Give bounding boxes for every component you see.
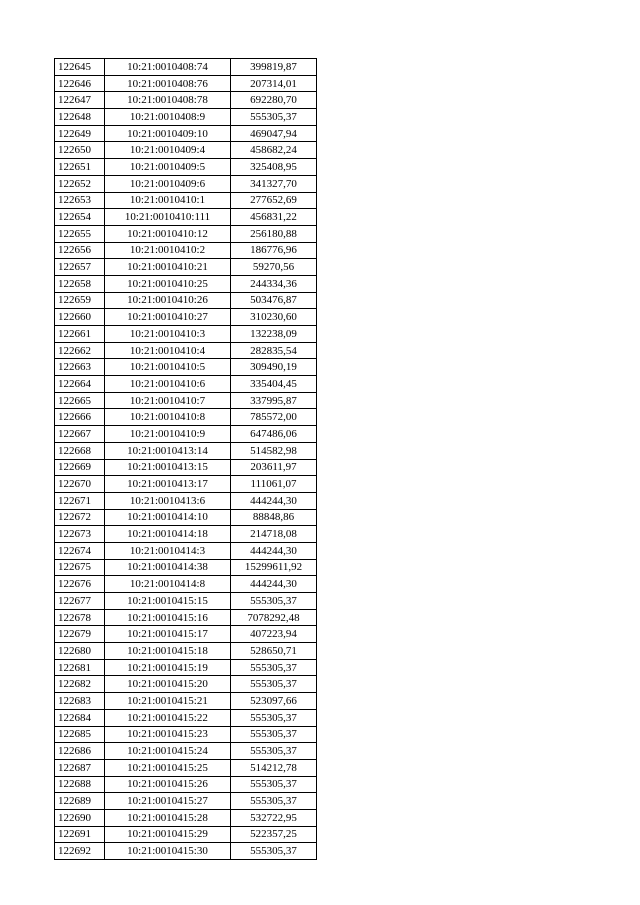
table-row: [55, 259, 317, 276]
row-id-cell: 122648: [55, 109, 105, 126]
cadastral-number-cell: 10:21:0010415:21: [105, 693, 231, 710]
row-id-cell: 122682: [55, 676, 105, 693]
table-row: [55, 225, 317, 242]
cadastral-number-cell: 10:21:0010413:17: [105, 476, 231, 493]
cadastral-number-cell: 10:21:0010410:6: [105, 376, 231, 393]
row-id-cell: 122652: [55, 175, 105, 192]
value-cell: 7078292,48: [231, 609, 317, 626]
row-id-cell: 122668: [55, 442, 105, 459]
row-id-cell: 122662: [55, 342, 105, 359]
row-id-cell: 122671: [55, 492, 105, 509]
row-id-cell: 122647: [55, 92, 105, 109]
table-row: [55, 409, 317, 426]
table-row: [55, 476, 317, 493]
table-row: [55, 275, 317, 292]
row-id-cell: 122686: [55, 743, 105, 760]
value-cell: 399819,87: [231, 59, 317, 76]
cadastral-number-cell: 10:21:0010409:10: [105, 125, 231, 142]
row-id-cell: 122690: [55, 809, 105, 826]
row-id-cell: 122675: [55, 559, 105, 576]
value-cell: 256180,88: [231, 225, 317, 242]
table-row: [55, 209, 317, 226]
cadastral-number-cell: 10:21:0010410:1: [105, 192, 231, 209]
row-id-cell: 122684: [55, 709, 105, 726]
row-id-cell: 122664: [55, 376, 105, 393]
table-row: [55, 442, 317, 459]
table-row: [55, 809, 317, 826]
value-cell: 522357,25: [231, 826, 317, 843]
table-row: [55, 426, 317, 443]
table-row: [55, 492, 317, 509]
table-row: [55, 659, 317, 676]
row-id-cell: 122676: [55, 576, 105, 593]
cadastral-number-cell: 10:21:0010409:5: [105, 159, 231, 176]
row-id-cell: 122657: [55, 259, 105, 276]
value-cell: 444244,30: [231, 492, 317, 509]
row-id-cell: 122681: [55, 659, 105, 676]
value-cell: 132238,09: [231, 326, 317, 343]
row-id-cell: 122660: [55, 309, 105, 326]
table-row: [55, 326, 317, 343]
cadastral-number-cell: 10:21:0010413:6: [105, 492, 231, 509]
cadastral-number-cell: 10:21:0010410:21: [105, 259, 231, 276]
table-row: [55, 709, 317, 726]
row-id-cell: 122685: [55, 726, 105, 743]
row-id-cell: 122674: [55, 542, 105, 559]
row-id-cell: 122680: [55, 643, 105, 660]
table-row: [55, 192, 317, 209]
cadastral-number-cell: 10:21:0010410:8: [105, 409, 231, 426]
table-row: [55, 242, 317, 259]
cadastral-number-cell: 10:21:0010414:10: [105, 509, 231, 526]
cadastral-number-cell: 10:21:0010409:4: [105, 142, 231, 159]
cadastral-number-cell: 10:21:0010410:4: [105, 342, 231, 359]
row-id-cell: 122658: [55, 275, 105, 292]
value-cell: 203611,97: [231, 459, 317, 476]
cadastral-number-cell: 10:21:0010415:30: [105, 843, 231, 860]
row-id-cell: 122667: [55, 426, 105, 443]
value-cell: 59270,56: [231, 259, 317, 276]
value-cell: 456831,22: [231, 209, 317, 226]
table-row: [55, 125, 317, 142]
cadastral-number-cell: 10:21:0010415:15: [105, 593, 231, 610]
cadastral-number-cell: 10:21:0010415:23: [105, 726, 231, 743]
value-cell: 407223,94: [231, 626, 317, 643]
table-row: [55, 609, 317, 626]
table-row: [55, 526, 317, 543]
table-body: [55, 59, 317, 860]
cadastral-number-cell: 10:21:0010410:26: [105, 292, 231, 309]
value-cell: 207314,01: [231, 75, 317, 92]
cadastral-number-cell: 10:21:0010410:2: [105, 242, 231, 259]
row-id-cell: 122669: [55, 459, 105, 476]
value-cell: 532722,95: [231, 809, 317, 826]
row-id-cell: 122654: [55, 209, 105, 226]
row-id-cell: 122646: [55, 75, 105, 92]
row-id-cell: 122655: [55, 225, 105, 242]
row-id-cell: 122687: [55, 759, 105, 776]
value-cell: 282835,54: [231, 342, 317, 359]
row-id-cell: 122659: [55, 292, 105, 309]
row-id-cell: 122645: [55, 59, 105, 76]
value-cell: 309490,19: [231, 359, 317, 376]
value-cell: 555305,37: [231, 843, 317, 860]
table-row: [55, 359, 317, 376]
value-cell: 111061,07: [231, 476, 317, 493]
cadastral-number-cell: 10:21:0010414:3: [105, 542, 231, 559]
value-cell: 647486,06: [231, 426, 317, 443]
row-id-cell: 122688: [55, 776, 105, 793]
value-cell: 15299611,92: [231, 559, 317, 576]
row-id-cell: 122677: [55, 593, 105, 610]
cadastral-number-cell: 10:21:0010415:26: [105, 776, 231, 793]
row-id-cell: 122692: [55, 843, 105, 860]
row-id-cell: 122661: [55, 326, 105, 343]
value-cell: 310230,60: [231, 309, 317, 326]
table-row: [55, 759, 317, 776]
value-cell: 555305,37: [231, 676, 317, 693]
row-id-cell: 122656: [55, 242, 105, 259]
table-row: [55, 743, 317, 760]
row-id-cell: 122689: [55, 793, 105, 810]
value-cell: 186776,96: [231, 242, 317, 259]
table-row: [55, 576, 317, 593]
table-row: [55, 726, 317, 743]
value-cell: 335404,45: [231, 376, 317, 393]
cadastral-number-cell: 10:21:0010415:20: [105, 676, 231, 693]
table-row: [55, 676, 317, 693]
table-row: [55, 75, 317, 92]
cadastral-number-cell: 10:21:0010415:29: [105, 826, 231, 843]
cadastral-number-cell: 10:21:0010410:12: [105, 225, 231, 242]
value-cell: 88848,86: [231, 509, 317, 526]
value-cell: 555305,37: [231, 593, 317, 610]
value-cell: 555305,37: [231, 776, 317, 793]
table-row: [55, 793, 317, 810]
table-row: [55, 559, 317, 576]
cadastral-number-cell: 10:21:0010410:7: [105, 392, 231, 409]
cadastral-number-cell: 10:21:0010415:27: [105, 793, 231, 810]
value-cell: 214718,08: [231, 526, 317, 543]
value-cell: 514582,98: [231, 442, 317, 459]
value-cell: 555305,37: [231, 726, 317, 743]
table-row: [55, 509, 317, 526]
table-row: [55, 292, 317, 309]
table-row: [55, 59, 317, 76]
table-row: [55, 643, 317, 660]
cadastral-number-cell: 10:21:0010414:8: [105, 576, 231, 593]
value-cell: 785572,00: [231, 409, 317, 426]
table-row: [55, 92, 317, 109]
value-cell: 514212,78: [231, 759, 317, 776]
cadastral-number-cell: 10:21:0010410:3: [105, 326, 231, 343]
cadastral-number-cell: 10:21:0010410:9: [105, 426, 231, 443]
row-id-cell: 122666: [55, 409, 105, 426]
cadastral-number-cell: 10:21:0010413:15: [105, 459, 231, 476]
table-row: [55, 693, 317, 710]
table-row: [55, 593, 317, 610]
cadastral-number-cell: 10:21:0010414:18: [105, 526, 231, 543]
table-row: [55, 776, 317, 793]
value-cell: 444244,30: [231, 542, 317, 559]
row-id-cell: 122663: [55, 359, 105, 376]
cadastral-number-cell: 10:21:0010415:28: [105, 809, 231, 826]
table-row: [55, 309, 317, 326]
table-row: [55, 826, 317, 843]
cadastral-number-cell: 10:21:0010410:25: [105, 275, 231, 292]
table-row: [55, 626, 317, 643]
cadastral-number-cell: 10:21:0010409:6: [105, 175, 231, 192]
table-row: [55, 159, 317, 176]
value-cell: 528650,71: [231, 643, 317, 660]
cadastral-number-cell: 10:21:0010408:9: [105, 109, 231, 126]
cadastral-number-cell: 10:21:0010410:27: [105, 309, 231, 326]
row-id-cell: 122673: [55, 526, 105, 543]
cadastral-number-cell: 10:21:0010415:16: [105, 609, 231, 626]
row-id-cell: 122670: [55, 476, 105, 493]
table-row: [55, 843, 317, 860]
row-id-cell: 122683: [55, 693, 105, 710]
value-cell: 692280,70: [231, 92, 317, 109]
row-id-cell: 122665: [55, 392, 105, 409]
value-cell: 444244,30: [231, 576, 317, 593]
value-cell: 458682,24: [231, 142, 317, 159]
table-row: [55, 142, 317, 159]
value-cell: 341327,70: [231, 175, 317, 192]
cadastral-number-cell: 10:21:0010408:78: [105, 92, 231, 109]
row-id-cell: 122679: [55, 626, 105, 643]
table-row: [55, 392, 317, 409]
row-id-cell: 122672: [55, 509, 105, 526]
table-row: [55, 459, 317, 476]
cadastral-number-cell: 10:21:0010413:14: [105, 442, 231, 459]
table-row: [55, 175, 317, 192]
cadastral-number-cell: 10:21:0010415:24: [105, 743, 231, 760]
cadastral-number-cell: 10:21:0010415:17: [105, 626, 231, 643]
row-id-cell: 122651: [55, 159, 105, 176]
cadastral-number-cell: 10:21:0010408:74: [105, 59, 231, 76]
data-table: [54, 58, 317, 860]
cadastral-number-cell: 10:21:0010414:38: [105, 559, 231, 576]
table-row: [55, 376, 317, 393]
table-row: [55, 542, 317, 559]
value-cell: 523097,66: [231, 693, 317, 710]
value-cell: 555305,37: [231, 659, 317, 676]
table-row: [55, 342, 317, 359]
cadastral-number-cell: 10:21:0010408:76: [105, 75, 231, 92]
value-cell: 337995,87: [231, 392, 317, 409]
value-cell: 555305,37: [231, 743, 317, 760]
value-cell: 244334,36: [231, 275, 317, 292]
row-id-cell: 122650: [55, 142, 105, 159]
row-id-cell: 122691: [55, 826, 105, 843]
value-cell: 555305,37: [231, 709, 317, 726]
value-cell: 277652,69: [231, 192, 317, 209]
cadastral-number-cell: 10:21:0010415:18: [105, 643, 231, 660]
cadastral-number-cell: 10:21:0010410:5: [105, 359, 231, 376]
value-cell: 503476,87: [231, 292, 317, 309]
cadastral-number-cell: 10:21:0010415:25: [105, 759, 231, 776]
value-cell: 469047,94: [231, 125, 317, 142]
cadastral-number-cell: 10:21:0010410:111: [105, 209, 231, 226]
table-row: [55, 109, 317, 126]
value-cell: 555305,37: [231, 793, 317, 810]
cadastral-number-cell: 10:21:0010415:19: [105, 659, 231, 676]
row-id-cell: 122678: [55, 609, 105, 626]
row-id-cell: 122649: [55, 125, 105, 142]
value-cell: 555305,37: [231, 109, 317, 126]
cadastral-number-cell: 10:21:0010415:22: [105, 709, 231, 726]
value-cell: 325408,95: [231, 159, 317, 176]
row-id-cell: 122653: [55, 192, 105, 209]
